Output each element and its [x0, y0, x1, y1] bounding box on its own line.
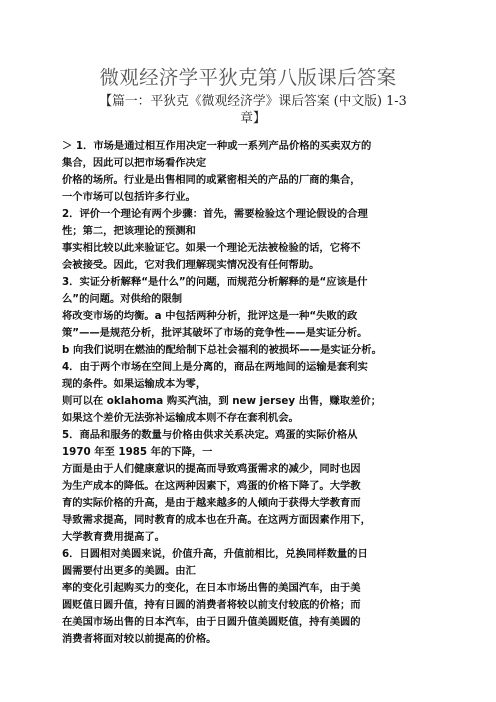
text-line: 5．商品和服务的数量与价格由供求关系决定。鸡蛋的实际价格从	[62, 429, 358, 441]
text-line: ＞ 1．市场是通过相互作用决定一种或一系列产品价格的买卖双方的	[62, 140, 372, 152]
text-line: 策”——是规范分析，批评其破坏了市场的竞争性——是实证分析。	[62, 327, 368, 339]
text-line: 消费者将面对较以前提高的价格。	[62, 633, 217, 645]
text-line: 现的条件。如果运输成本为零，	[62, 378, 207, 390]
subtitle-line: 【篇一：平狄克《微观经济学》课后答案 (中文版) 1-3	[99, 94, 407, 109]
document-title: 微观经济学平狄克第八版课后答案	[99, 66, 397, 89]
text-line: 圆需要付出更多的美圆。由汇	[62, 565, 196, 577]
text-line: 在美国市场出售的日本汽车，由于日圆升值美圆贬值，持有美圆的	[62, 616, 361, 628]
text-line: b 向我们说明在燃油的配给制下总社会福利的被损坏——是实证分析。	[62, 344, 382, 356]
text-line: 1970 年至 1985 年的下降，一	[62, 446, 213, 458]
text-line: 事实相比较以此来验证它。如果一个理论无法被检验的话，它将不	[62, 242, 361, 254]
text-line: 方面是由于人们健康意识的提高而导致鸡蛋需求的减少，同时也因	[62, 463, 361, 475]
text-line: 4．由于两个市场在空间上是分离的，商品在两地间的运输是套利实	[62, 361, 368, 373]
text-line: 育的实际价格的升高，是由于越来越多的人倾向于获得大学教育而	[62, 497, 361, 509]
text-line: 一个市场可以包括许多行业。	[62, 191, 196, 203]
text-line: 圆贬值日圆升值，持有日圆的消费者将较以前支付较底的价格；而	[62, 599, 361, 611]
text-line: 则可以在 oklahoma 购买汽油，到 new jersey 出售，赚取差价；	[62, 395, 381, 407]
text-line: 大学教育费用提高了。	[62, 531, 165, 543]
text-line: 性；第二，把该理论的预测和	[62, 225, 196, 237]
answer-text	[62, 138, 440, 648]
subtitle-line: 章】	[240, 111, 266, 126]
text-line: 率的变化引起购买力的变化，在日本市场出售的美国汽车，由于美	[62, 582, 361, 594]
text-line: 为生产成本的降低。在这两种因素下，鸡蛋的价格下降了。大学教	[62, 480, 361, 492]
text-line: 将改变市场的均衡。a 中包括两种分析，批评这是一种“失败的政	[62, 310, 358, 322]
text-line: 价格的场所。行业是出售相同的或紧密相关的产品的厂商的集合，	[62, 174, 361, 186]
text-line: 导致需求提高，同时教育的成本也在升高。在这两方面因素作用下，	[62, 514, 371, 526]
text-line: 集合，因此可以把市场看作决定	[62, 157, 207, 169]
text-line: 2．评价一个理论有两个步骤：首先，需要检验这个理论假设的合理	[62, 208, 368, 220]
text-line: 6．日圆相对美圆来说，价值升高，升值前相比，兑换同样数量的日	[62, 548, 368, 560]
text-line: 么”的问题。对供给的限制	[62, 293, 183, 305]
document-subtitle	[58, 93, 448, 127]
text-line: 会被接受。因此，它对我们理解现实情况没有任何帮助。	[62, 259, 320, 271]
text-line: 3．实证分析解释“是什么”的问题，而规范分析解释的是“应该是什	[62, 276, 368, 288]
text-line: 如果这个差价无法弥补运输成本则不存在套利机会。	[62, 412, 299, 424]
